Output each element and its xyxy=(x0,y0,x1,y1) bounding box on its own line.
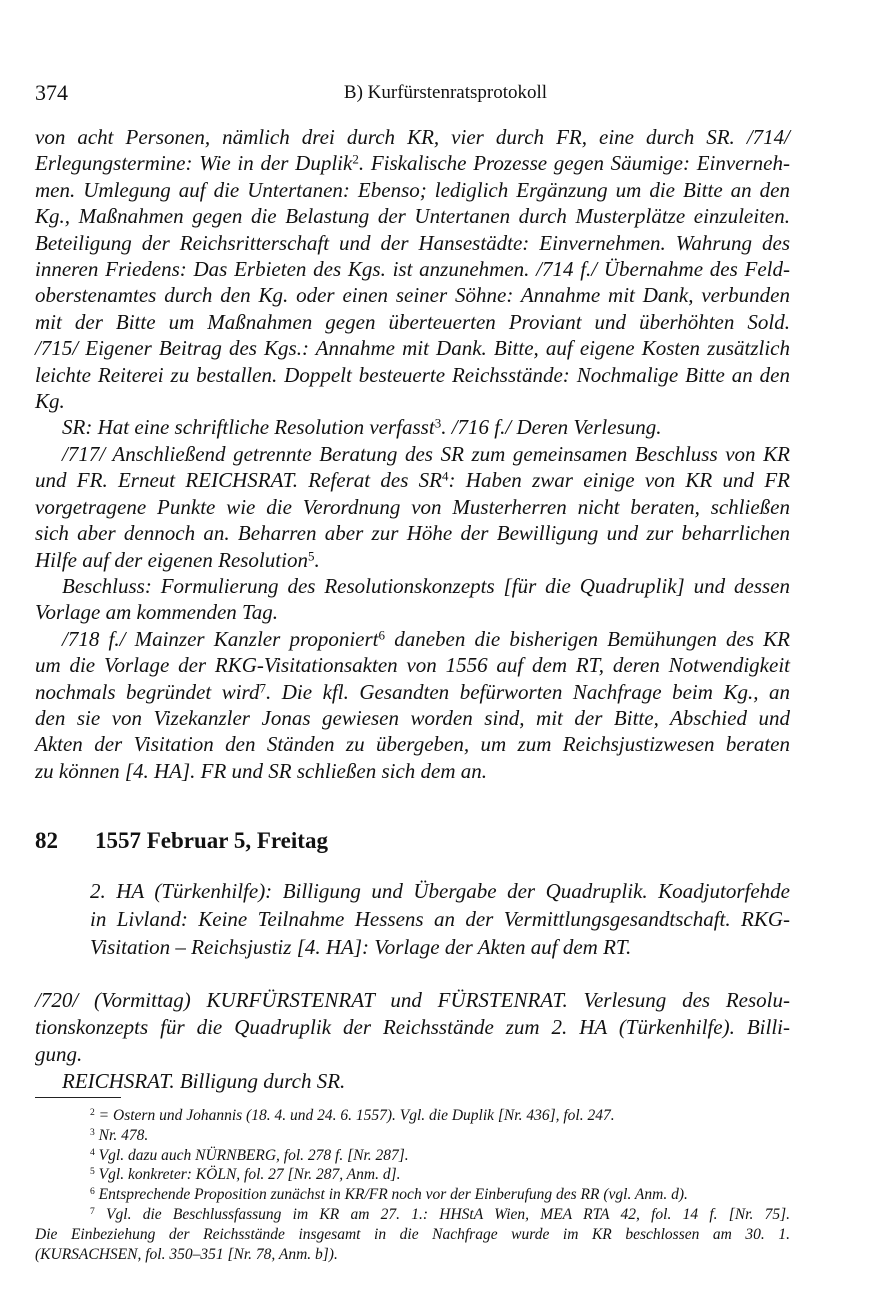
text-segment: Vgl. dazu auch NÜRNBERG, fol. 278 f. [Nr. 287]. xyxy=(94,1146,409,1164)
text-line xyxy=(35,230,790,256)
text-line xyxy=(35,467,790,493)
text-segment: tionskonzepts für die Quadruplik der Reichsstände zum 2. HA (Türkenhilfe). Billi- xyxy=(35,1015,790,1039)
footnote-marker: 3 xyxy=(90,1127,95,1138)
footnote-marker: 7 xyxy=(90,1206,95,1218)
footnote-marker: 6 xyxy=(90,1186,95,1198)
text-segment: /717/ Anschließend getrennte Beratung des SR zum gemeinsamen Beschluss von KR xyxy=(62,441,790,466)
text-segment: = Ostern und Johannis (18. 4. und 24. 6. 1557). Vgl. die Duplik [Nr. 436], fol. 247. xyxy=(94,1107,615,1124)
text-line xyxy=(35,150,790,176)
text-line xyxy=(35,1106,790,1126)
text-segment: gung. xyxy=(35,1042,83,1066)
text-line xyxy=(35,987,790,1014)
text-segment: . xyxy=(314,547,320,572)
text-line xyxy=(35,414,790,440)
text-segment: Nr. 478. xyxy=(94,1126,149,1144)
text-line xyxy=(35,494,790,520)
text-segment: Die Einbeziehung der Reichsstände insgesamt in die Nachfrage wurde im KR beschlossen am 30. 1. xyxy=(35,1225,790,1243)
text-line xyxy=(35,599,790,625)
text-segment: (KURSACHSEN, fol. 350–351 [Nr. 78, Anm. b]). xyxy=(35,1245,338,1263)
text-segment: Beteiligung der Reichsritterschaft und der Hansestädte: Einvernehmen. Wahrung des xyxy=(35,230,790,255)
running-title: B) Kurfürstenratsprotokoll xyxy=(343,82,548,103)
text-segment: /720/ (Vormittag) KURFÜRSTENRAT und FÜRSTENRAT. Verlesung des Resolu- xyxy=(35,988,790,1012)
text-segment: REICHSRAT. Billigung durch SR. xyxy=(62,1069,346,1093)
text-segment: daneben die bisherigen Bemühungen des KR xyxy=(385,626,790,651)
text-segment: Visitation – Reichsjustiz [4. HA]: Vorlage der Akten auf dem RT. xyxy=(90,935,632,959)
text-segment: : Haben zwar einige von KR und FR xyxy=(448,468,790,493)
text-line xyxy=(35,309,790,335)
text-line xyxy=(35,441,790,467)
text-segment: und FR. Erneut REICHSRAT. Referat des SR xyxy=(35,468,442,493)
text-line xyxy=(35,1185,790,1205)
text-line xyxy=(35,203,790,229)
text-segment: men. Umlegung auf die Untertanen: Ebenso; lediglich Ergänzung um die Bitte an den xyxy=(35,177,790,202)
footnote-marker: 2 xyxy=(90,1107,95,1119)
text-line xyxy=(35,1225,790,1245)
text-line xyxy=(35,1126,790,1146)
protocol-text xyxy=(35,124,790,784)
text-segment: vorgetragene Punkte wie die Verordnung von Musterherren nicht beraten, schließen xyxy=(35,494,790,519)
text-segment: mit der Bitte um Maßnahmen gegen überteuerten Proviant und überhöhten Sold. xyxy=(35,309,790,334)
text-segment: Vgl. konkreter: KÖLN, fol. 27 [Nr. 287, Anm. d]. xyxy=(94,1166,401,1184)
text-segment: . Fiskalische Prozesse gegen Säumige: Einverneh- xyxy=(358,151,790,176)
page-number: 374 xyxy=(35,80,68,105)
text-line xyxy=(35,705,790,731)
text-line xyxy=(35,679,790,705)
text-segment: Hilfe auf der eigenen Resolution xyxy=(35,547,308,572)
text-line xyxy=(35,1146,790,1166)
section-title: 1557 Februar 5, Freitag xyxy=(95,828,328,853)
text-line xyxy=(35,1245,790,1265)
text-segment: um die Vorlage der RKG-Visitationsakten von 1556 auf dem RT, deren Notwendigkeit xyxy=(35,653,790,678)
text-line xyxy=(35,362,790,388)
text-segment: Kg. xyxy=(35,389,65,414)
text-segment: Beschluss: Formulierung des Resolutionskonzepts [für die Quadruplik] und dessen xyxy=(62,573,790,598)
text-line xyxy=(35,177,790,203)
footnote-marker: 4 xyxy=(90,1146,95,1158)
text-segment: Kg., Maßnahmen gegen die Belastung der Untertanen durch Musterplätze einzuleiten. xyxy=(35,204,790,229)
text-segment: sich aber dennoch an. Beharren aber zur Höhe der Bewilligung und zur beharrlichen xyxy=(35,521,790,546)
text-segment: . Die kfl. Gesandten befürworten Nachfrage beim Kg., an xyxy=(265,679,790,704)
text-segment: Vgl. die Beschlussfassung im KR am 27. 1.: HHStA Wien, MEA RTA 42, fol. 14 f. [Nr. 75]. xyxy=(94,1205,790,1223)
text-line xyxy=(35,1041,790,1068)
text-segment: Vorlage am kommenden Tag. xyxy=(35,600,279,625)
section-heading xyxy=(35,828,328,854)
text-line xyxy=(35,335,790,361)
text-segment: leichte Reiterei zu bestallen. Doppelt besteuerte Reichsstände: Nochmalige Bitte an den xyxy=(35,362,790,387)
text-segment: Entsprechende Proposition zunächst in KR/FR noch vor der Einberufung des RR (vgl. Anm. d). xyxy=(94,1186,688,1204)
footnote-marker: 4 xyxy=(442,468,449,484)
footnote-marker: 7 xyxy=(259,680,266,696)
footnote-marker: 5 xyxy=(307,548,315,563)
footnotes xyxy=(35,1106,790,1264)
text-segment: oberstenamtes durch den Kg. oder einen seiner Söhne: Annahme mit Dank, verbunden xyxy=(35,283,790,308)
text-line xyxy=(90,877,790,905)
text-line xyxy=(35,1014,790,1041)
text-segment: SR: Hat eine schriftliche Resolution verfasst xyxy=(62,415,435,440)
section-entry xyxy=(35,987,790,1095)
text-line xyxy=(90,905,790,933)
text-line xyxy=(35,1205,790,1225)
section-number: 82 xyxy=(35,828,58,853)
text-segment: in Livland: Keine Teilnahme Hessens an der Vermittlungsgesandtschaft. RKG- xyxy=(90,907,790,931)
text-line xyxy=(35,758,790,784)
text-segment: den sie von Vizekanzler Jonas gewiesen worden sind, mit der Bitte, Abschied und xyxy=(35,705,790,730)
text-segment: Erlegungstermine: Wie in der Duplik xyxy=(35,151,353,176)
text-line xyxy=(35,256,790,282)
text-line xyxy=(35,547,790,573)
section-summary xyxy=(90,877,790,961)
text-segment: zu können [4. HA]. FR und SR schließen sich dem an. xyxy=(35,758,488,783)
text-line xyxy=(35,731,790,757)
text-segment: inneren Friedens: Das Erbieten des Kgs. ist anzunehmen. /714 f./ Übernahme des Feld- xyxy=(35,257,790,282)
text-segment: . /716 f./ Deren Verlesung. xyxy=(441,415,662,440)
text-line xyxy=(35,124,790,150)
footnote-marker: 6 xyxy=(378,627,386,643)
text-segment: Akten der Visitation den Ständen zu übergeben, um zum Reichsjustizwesen beraten xyxy=(35,732,790,757)
text-line xyxy=(35,652,790,678)
text-segment: nochmals begründet wird xyxy=(35,679,260,704)
text-line xyxy=(35,388,790,414)
text-line xyxy=(35,520,790,546)
footnote-marker: 2 xyxy=(352,151,359,167)
footnote-divider xyxy=(35,1097,121,1098)
text-segment: /715/ Eigener Beitrag des Kgs.: Annahme mit Dank. Bitte, auf eigene Kosten zusätzlich xyxy=(35,336,790,361)
footnote-marker: 5 xyxy=(90,1166,95,1178)
footnote-marker: 3 xyxy=(434,415,442,431)
text-segment: 2. HA (Türkenhilfe): Billigung und Übergabe der Quadruplik. Koadjutorfehde xyxy=(90,879,790,903)
text-line xyxy=(35,1068,790,1095)
text-line xyxy=(35,282,790,308)
text-line xyxy=(35,573,790,599)
text-segment: von acht Personen, nämlich drei durch KR, vier durch FR, eine durch SR. /714/ xyxy=(35,125,790,149)
text-segment: /718 f./ Mainzer Kanzler proponiert xyxy=(62,626,379,651)
text-line xyxy=(35,626,790,652)
text-line xyxy=(90,933,790,961)
text-line xyxy=(35,1165,790,1185)
